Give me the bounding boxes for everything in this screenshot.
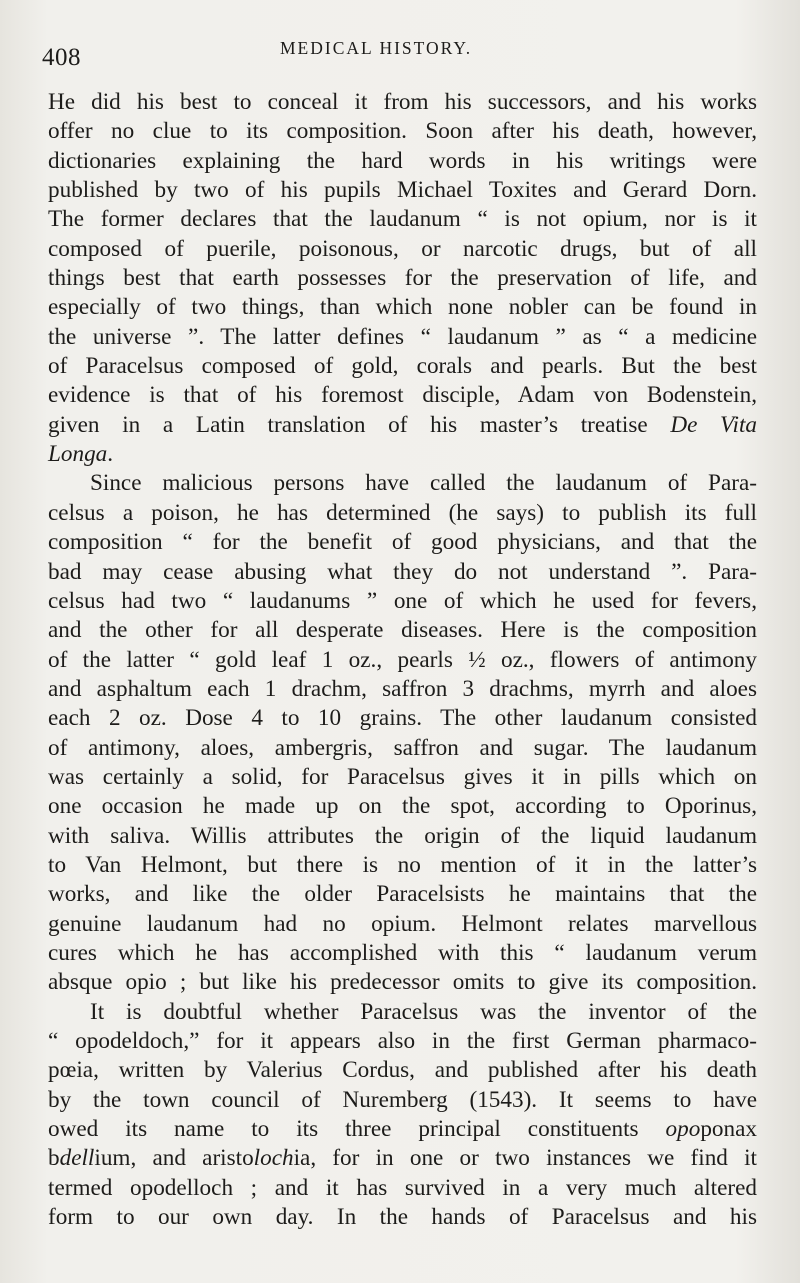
text-line: especially of two things, than which none nobler can be found in: [48, 294, 757, 321]
text-line-with-title: [48, 440, 757, 469]
running-head: MEDICAL HISTORY.: [280, 38, 473, 58]
text-fragment: given in a Latin translation of his master’s treatise: [48, 411, 671, 438]
treatise-title: De Vita: [670, 411, 757, 438]
text-line: termed opodelloch ; and it has survived in a very much altered: [48, 1174, 757, 1201]
text-line: published by two of his pupils Michael Toxites and Gerard Dorn.: [48, 177, 757, 204]
text-line: of the latter “ gold leaf 1 oz., pearls ½ oz., flowers of antimony: [48, 646, 757, 673]
text-line: dictionaries explaining the hard words in his writings were: [48, 147, 757, 174]
text-line: cures which he has accomplished with this “ laudanum verum: [48, 939, 757, 966]
text-line: bad may cease abusing what they do not understand ”. Para-: [48, 558, 757, 585]
text-line: by the town council of Nuremberg (1543). It seems to have: [48, 1086, 757, 1113]
text-fragment: ia, for in one or two instances we find it: [293, 1145, 757, 1172]
text-line: works, and like the older Paracelsists he maintains that the: [48, 881, 757, 908]
page-number: 408: [42, 44, 81, 71]
text-fragment: ponax: [700, 1116, 757, 1143]
text-line: form to our own day. In the hands of Paracelsus and his: [48, 1204, 757, 1231]
text-line: The former declares that the laudanum “ is not opium, nor is it: [48, 206, 757, 233]
text-fragment: b: [48, 1145, 60, 1172]
text-line: pœia, written by Valerius Cordus, and published after his death: [48, 1057, 757, 1084]
text-line: celsus a poison, he has determined (he says) to publish its full: [48, 499, 757, 526]
text-fragment: owed its name to its three principal constituents: [48, 1116, 666, 1143]
text-line: each 2 oz. Dose 4 to 10 grains. The other laudanum consisted: [48, 705, 757, 732]
text-line: “ opodeldoch,” for it appears also in the first German pharmaco-: [48, 1028, 757, 1054]
page-header: [40, 38, 760, 72]
text-line-with-italics: [48, 1115, 757, 1144]
text-line: was certainly a solid, for Paracelsus gives it in pills which on: [48, 763, 757, 790]
text-line: and the other for all desperate diseases. Here is the composition: [48, 617, 757, 644]
text-line-with-title: [48, 411, 757, 440]
body-text: [48, 88, 757, 1232]
italic-fragment: dell: [59, 1145, 95, 1172]
text-line: genuine laudanum had no opium. Helmont relates marvellous: [48, 910, 757, 937]
treatise-title-end: Longa: [48, 441, 108, 468]
italic-fragment: opo: [665, 1116, 701, 1143]
text-fragment: .: [107, 441, 114, 468]
text-line: and asphaltum each 1 drachm, saffron 3 drachms, myrrh and aloes: [48, 675, 757, 702]
text-line: of antimony, aloes, ambergris, saffron and sugar. The laudanum: [48, 734, 757, 761]
text-fragment: ium, and aristo: [94, 1145, 254, 1172]
text-line: offer no clue to its composition. Soon after his death, however,: [48, 118, 757, 145]
text-line: of Paracelsus composed of gold, corals and pearls. But the best: [48, 353, 757, 380]
paragraph-start: Since malicious persons have called the laudanum of Para-: [90, 470, 757, 497]
paragraph-start: It is doubtful whether Paracelsus was the inventor of the: [90, 998, 757, 1025]
text-line: absque opio ; but like his predecessor omits to give its composition.: [48, 969, 757, 996]
text-line: with saliva. Willis attributes the origin of the liquid laudanum: [48, 822, 757, 849]
text-line-with-italics: [48, 1144, 757, 1173]
text-line: composition “ for the benefit of good physicians, and that the: [48, 529, 757, 556]
text-line: things best that earth possesses for the preservation of life, and: [48, 265, 757, 292]
text-line: one occasion he made up on the spot, according to Oporinus,: [48, 793, 757, 820]
text-line: He did his best to conceal it from his successors, and his works: [48, 89, 757, 115]
text-line: composed of puerile, poisonous, or narcotic drugs, but of all: [48, 235, 757, 262]
italic-fragment: loch: [253, 1145, 294, 1172]
text-line: to Van Helmont, but there is no mention of it in the latter’s: [48, 851, 757, 878]
text-line: the universe ”. The latter defines “ laudanum ” as “ a medicine: [48, 323, 757, 350]
text-line: celsus had two “ laudanums ” one of which he used for fevers,: [48, 587, 757, 614]
text-line: evidence is that of his foremost disciple, Adam von Bodenstein,: [48, 382, 757, 409]
